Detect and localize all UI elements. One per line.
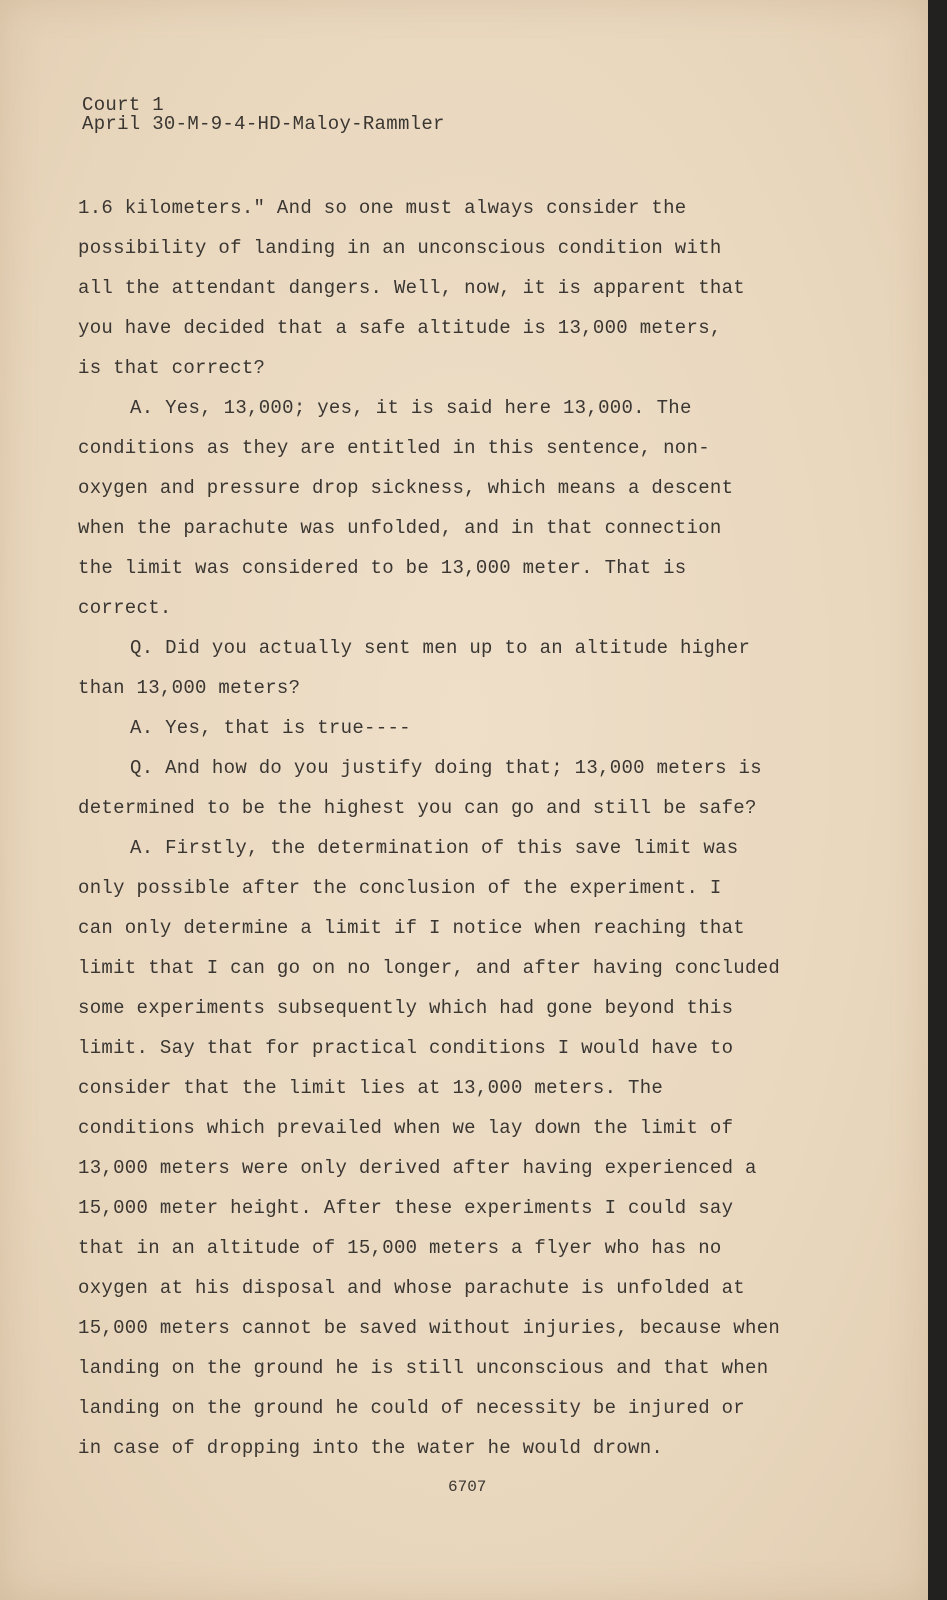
- text-line: when the parachute was unfolded, and in that connection: [78, 517, 722, 539]
- text-line: all the attendant dangers. Well, now, it is apparent that: [78, 277, 746, 299]
- text-line: 1.6 kilometers." And so one must always consider the: [78, 197, 687, 219]
- answer-line: A. Yes, 13,000; yes, it is said here 13,000. The: [130, 397, 692, 419]
- text-line: landing on the ground he could of necessity be injured or: [78, 1397, 746, 1419]
- text-line: that in an altitude of 15,000 meters a flyer who has no: [78, 1237, 722, 1259]
- text-line: correct.: [78, 597, 172, 619]
- text-line: can only determine a limit if I notice when reaching that: [78, 917, 746, 939]
- text-line: in case of dropping into the water he would drown.: [78, 1437, 664, 1459]
- text-line: 15,000 meters cannot be saved without injuries, because when: [78, 1317, 781, 1339]
- text-line: is that correct?: [78, 357, 266, 379]
- question-line: Q. Did you actually sent men up to an altitude higher: [130, 637, 751, 659]
- court-label: Court 1: [82, 94, 164, 116]
- text-line: than 13,000 meters?: [78, 677, 301, 699]
- text-line: conditions as they are entitled in this sentence, non-: [78, 437, 710, 459]
- text-line: limit. Say that for practical conditions I would have to: [78, 1037, 734, 1059]
- text-line: oxygen at his disposal and whose parachute is unfolded at: [78, 1277, 746, 1299]
- text-line: you have decided that a safe altitude is 13,000 meters,: [78, 317, 722, 339]
- document-header: [82, 96, 445, 134]
- text-line: 15,000 meter height. After these experiments I could say: [78, 1197, 734, 1219]
- text-line: conditions which prevailed when we lay down the limit of: [78, 1117, 734, 1139]
- text-line: the limit was considered to be 13,000 meter. That is: [78, 557, 687, 579]
- text-line: limit that I can go on no longer, and after having concluded: [78, 957, 781, 979]
- text-line: landing on the ground he is still unconscious and that when: [78, 1357, 769, 1379]
- case-reference: April 30-M-9-4-HD-Maloy-Rammler: [82, 113, 445, 135]
- transcript-body: [78, 188, 780, 1468]
- text-line: determined to be the highest you can go and still be safe?: [78, 797, 757, 819]
- answer-line: A. Yes, that is true----: [130, 717, 411, 739]
- answer-line: A. Firstly, the determination of this save limit was: [130, 837, 739, 859]
- text-line: only possible after the conclusion of the experiment. I: [78, 877, 722, 899]
- text-line: possibility of landing in an unconscious condition with: [78, 237, 722, 259]
- text-line: oxygen and pressure drop sickness, which means a descent: [78, 477, 734, 499]
- text-line: consider that the limit lies at 13,000 meters. The: [78, 1077, 664, 1099]
- question-line: Q. And how do you justify doing that; 13,000 meters is: [130, 757, 762, 779]
- text-line: 13,000 meters were only derived after having experienced a: [78, 1157, 757, 1179]
- scan-border: [928, 0, 947, 1600]
- page-number: 6707: [448, 1478, 487, 1496]
- text-line: some experiments subsequently which had gone beyond this: [78, 997, 734, 1019]
